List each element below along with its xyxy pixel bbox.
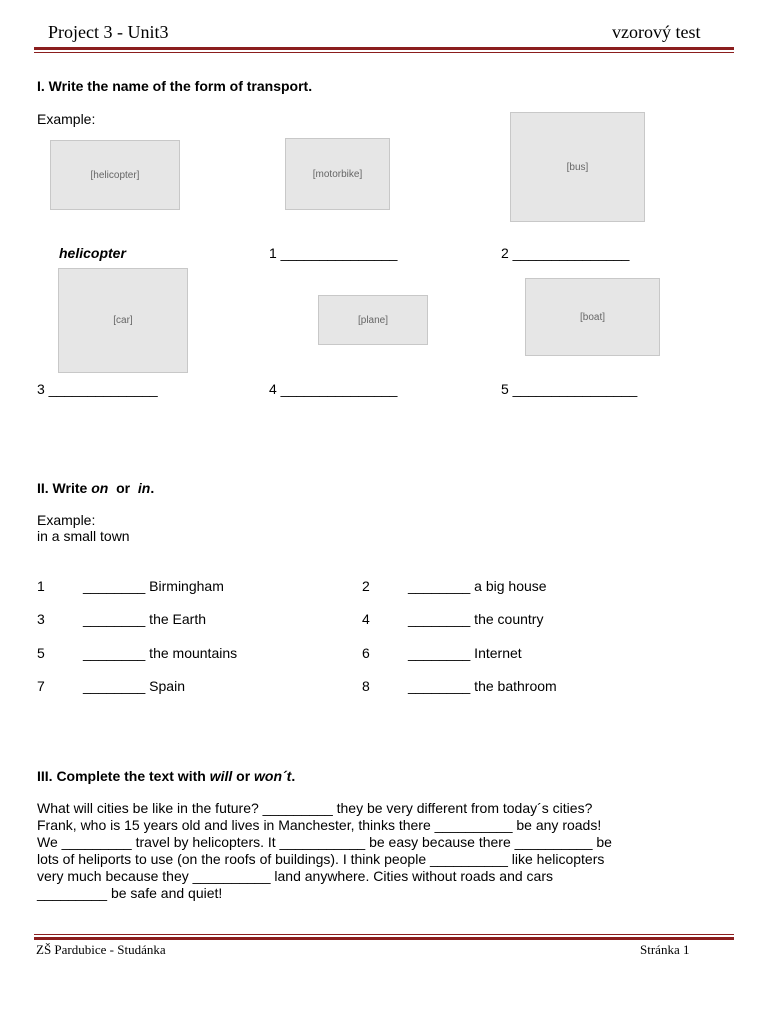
section3-title-mid: or	[232, 768, 255, 784]
header-rule	[34, 47, 734, 50]
cloze-line: very much because they __________ land anywhere. Cities without roads and cars	[37, 868, 553, 884]
on-in-item-number: 8	[362, 678, 370, 694]
section2-title-in: in	[137, 480, 151, 496]
section2-title	[37, 480, 154, 496]
transport-item-2: 2 _______________	[501, 245, 630, 261]
transport-item-5: 5 ________________	[501, 381, 638, 397]
section2-title-prefix: II. Write	[37, 480, 92, 496]
header-rule-thin	[34, 52, 734, 53]
section3-title-end: .	[291, 768, 296, 784]
section1-example-label: Example:	[37, 111, 96, 127]
boat-image: [boat]	[525, 278, 660, 356]
transport-item-3: 3 ______________	[37, 381, 158, 397]
section3-title	[37, 768, 295, 784]
on-in-item-number: 7	[37, 678, 45, 694]
section2-title-end: .	[150, 480, 155, 496]
on-in-item-number: 2	[362, 578, 370, 594]
section1-title: I. Write the name of the form of transport.	[37, 78, 313, 94]
on-in-item-text: ________ the country	[408, 611, 544, 627]
on-in-item-text: ________ Birmingham	[83, 578, 224, 594]
motorbike-image: [motorbike]	[285, 138, 390, 210]
on-in-item-number: 3	[37, 611, 45, 627]
on-in-item-text: ________ Internet	[408, 645, 522, 661]
section2-title-on: on	[91, 480, 109, 496]
cloze-line: lots of heliports to use (on the roofs of buildings). I think people __________ like helicopters	[37, 851, 605, 867]
on-in-item-text: ________ a big house	[408, 578, 547, 594]
cloze-line: What will cities be like in the future? _________ they be very different from today´s cities?	[37, 800, 593, 816]
on-in-item-text: ________ the Earth	[83, 611, 206, 627]
on-in-item-number: 5	[37, 645, 45, 661]
header-title: Project 3 - Unit3	[48, 22, 169, 42]
footer-school: ZŠ Pardubice - Studánka	[36, 942, 166, 957]
header-test-label: vzorový test	[612, 22, 701, 42]
on-in-item-text: ________ Spain	[83, 678, 185, 694]
transport-item-1: 1 _______________	[269, 245, 398, 261]
footer-rule	[34, 937, 734, 940]
footer-rule-thin	[34, 934, 734, 935]
on-in-item-text: ________ the mountains	[83, 645, 238, 661]
section2-title-mid: or	[108, 480, 138, 496]
transport-item-4: 4 _______________	[269, 381, 398, 397]
section3-title-will: will	[209, 768, 233, 784]
section2-example-label: Example:	[37, 512, 96, 528]
on-in-item-number: 6	[362, 645, 370, 661]
section3-title-wont: won´t	[254, 768, 292, 784]
car-image: [car]	[58, 268, 188, 373]
section3-title-prefix: III. Complete the text with	[37, 768, 210, 784]
section2-example-text: in a small town	[37, 528, 130, 544]
on-in-item-number: 4	[362, 611, 370, 627]
on-in-item-number: 1	[37, 578, 45, 594]
footer-page-number: Stránka 1	[640, 942, 690, 957]
cloze-line: Frank, who is 15 years old and lives in Manchester, thinks there __________ be any roads!	[37, 817, 602, 833]
on-in-item-text: ________ the bathroom	[408, 678, 557, 694]
cloze-paragraph	[37, 800, 697, 902]
example-answer: helicopter	[59, 245, 126, 261]
cloze-line: _________ be safe and quiet!	[37, 885, 223, 901]
plane-image: [plane]	[318, 295, 428, 345]
cloze-line: We _________ travel by helicopters. It ___________ be easy because there __________ be	[37, 834, 612, 850]
helicopter-image: [helicopter]	[50, 140, 180, 210]
bus-image: [bus]	[510, 112, 645, 222]
